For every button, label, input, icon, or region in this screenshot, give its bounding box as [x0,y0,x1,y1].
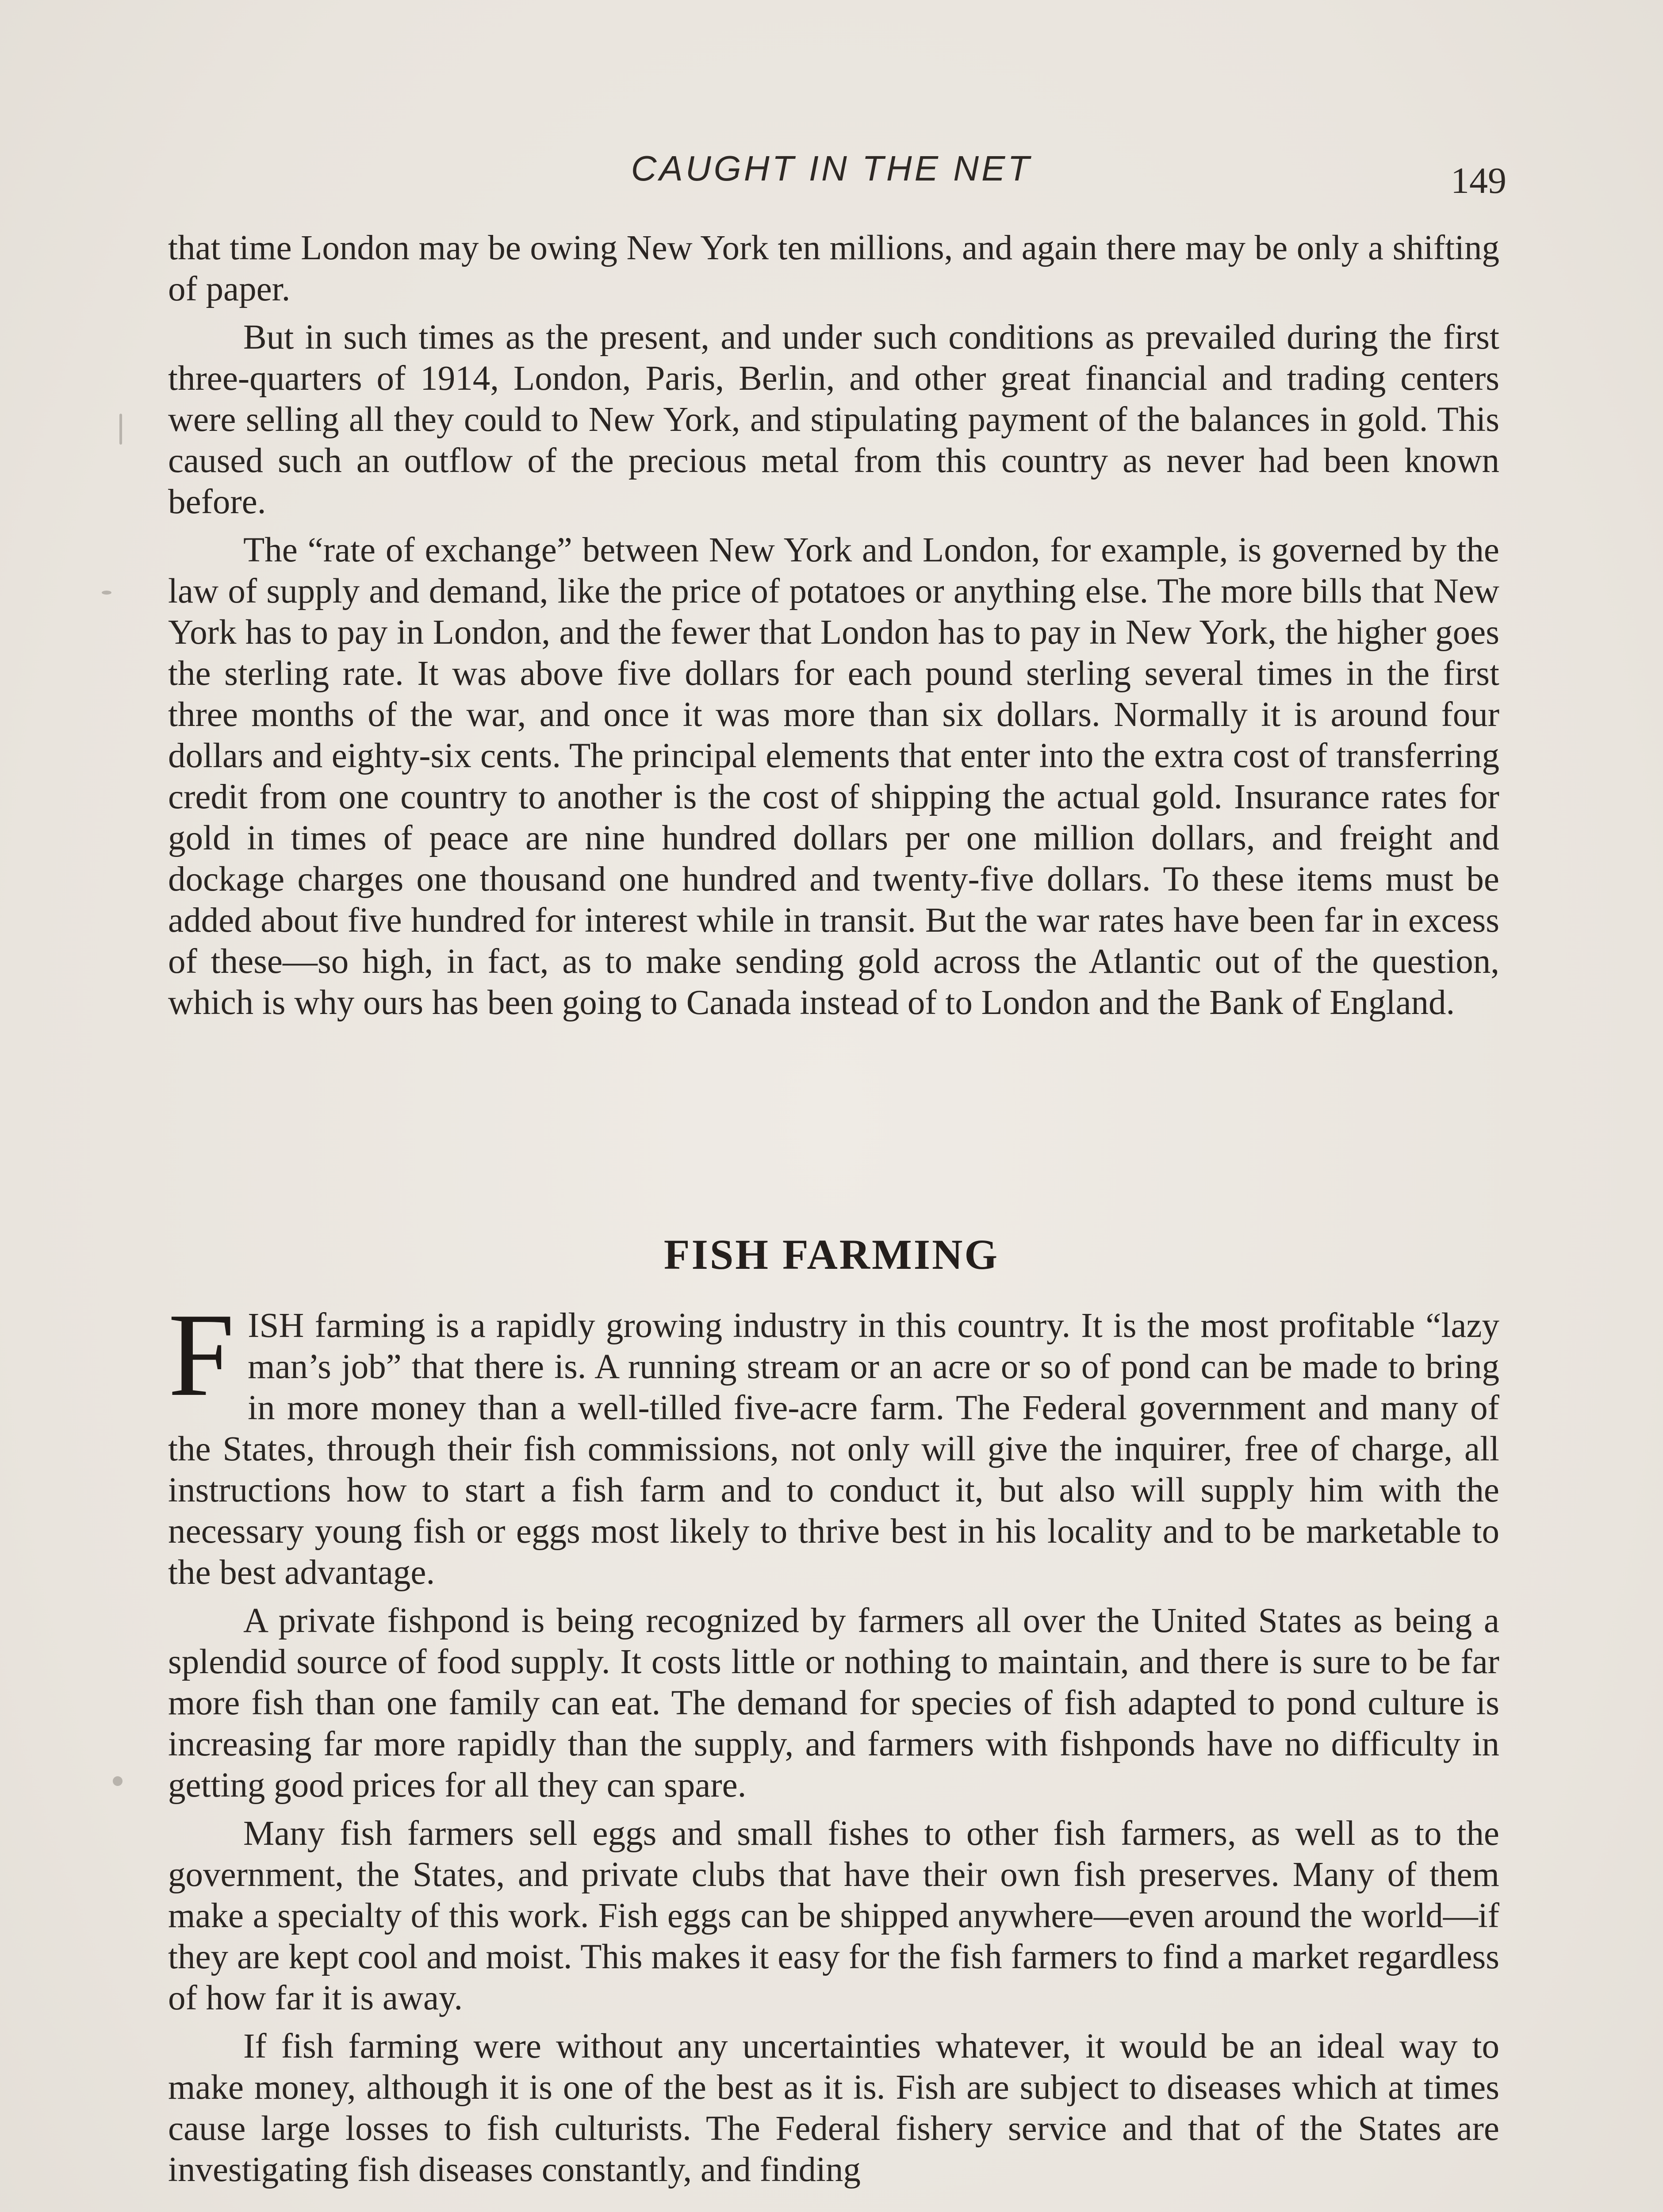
drop-cap: F [168,1289,235,1421]
paragraph: that time London may be owing New York ten millions, and again there may be only a shifting of paper. [168,229,1499,308]
paragraph: If fish farming were without any uncertainties whatever, it would be an ideal way to make money, although it is one of the best as it is. Fish are subject to diseases which at times cause large losses to fish culturists. The Federal fishery service and that of the States are investigating fish diseases constantly, and finding [168,2027,1499,2189]
paper-speck [113,1776,123,1786]
paper-speck [119,414,122,445]
paragraph: A private fishpond is being recognized by farmers all over the United States as being a splendid source of food supply. It costs little or nothing to maintain, and there is sure to be far more fish than one family can eat. The demand for species of fish adapted to pond culture is increasing far more rapidly than the supply, and farmers with fishponds have no difficulty in getting good prices for all they can spare. [168,1601,1499,1805]
lead-paragraph [168,1289,1499,1593]
paper-speck [102,591,111,595]
fish-farming-article [168,1289,1499,2197]
article-continuation [168,227,1499,1030]
paragraph: But in such times as the present, and under such conditions as prevailed during the first three-quarters of 1914, London, Paris, Berlin, and other great financial and trading centers were selling all they could to New York, and stipulating payment of the balances in gold. This caused such an outflow of the precious metal from this country as never had been known before. [168,318,1499,521]
paragraph: Many fish farmers sell eggs and small fishes to other fish farmers, as well as to the government, the States, and private clubs that have their own fish preserves. Many of them make a specialty of this work. Fish eggs can be shipped anywhere—even around the world—if they are kept cool and moist. This makes it easy for the fish farmers to find a market regardless of how far it is away. [168,1814,1499,2017]
running-title: CAUGHT IN THE NET [631,149,1032,188]
page-number: 149 [1451,160,1506,201]
section-title: FISH FARMING [663,1231,1000,1278]
lead-paragraph-text: ISH farming is a rapidly growing industry in this country. It is the most profitable “lazy man’s job” that there is. A running stream or an acre or so of pond can be made to bring in more money than a well-tilled five-acre farm. The Federal government and many of the States, through their fish commissions, not only will give the inquirer, free of charge, all instructions how to start a fish farm and to conduct it, but also will supply him with the necessary young fish or eggs most likely to thrive best in his locality and to be marketable to the best advantage. [168,1306,1499,1592]
paragraph: The “rate of exchange” between New York and London, for example, is governed by the law of supply and demand, like the price of potatoes or anything else. The more bills that New York has to pay in London, and the fewer that London has to pay in New York, the higher goes the sterling rate. It was above five dollars for each pound sterling several times in the first three months of the war, and once it was more than six dollars. Normally it is around four dollars and eighty-six cents. The principal elements that enter into the extra cost of transferring credit from one country to another is the cost of shipping the actual gold. Insurance rates for gold in times of peace are nine hundred dollars per one million dollars, and freight and dockage charges one thousand one hundred and twenty-five dollars. To these items must be added about five hundred for interest while in transit. But the war rates have been far in excess of these—so high, in fact, as to make sending gold across the Atlantic out of the question, which is why ours has been going to Canada instead of to London and the Bank of England. [168,531,1499,1022]
